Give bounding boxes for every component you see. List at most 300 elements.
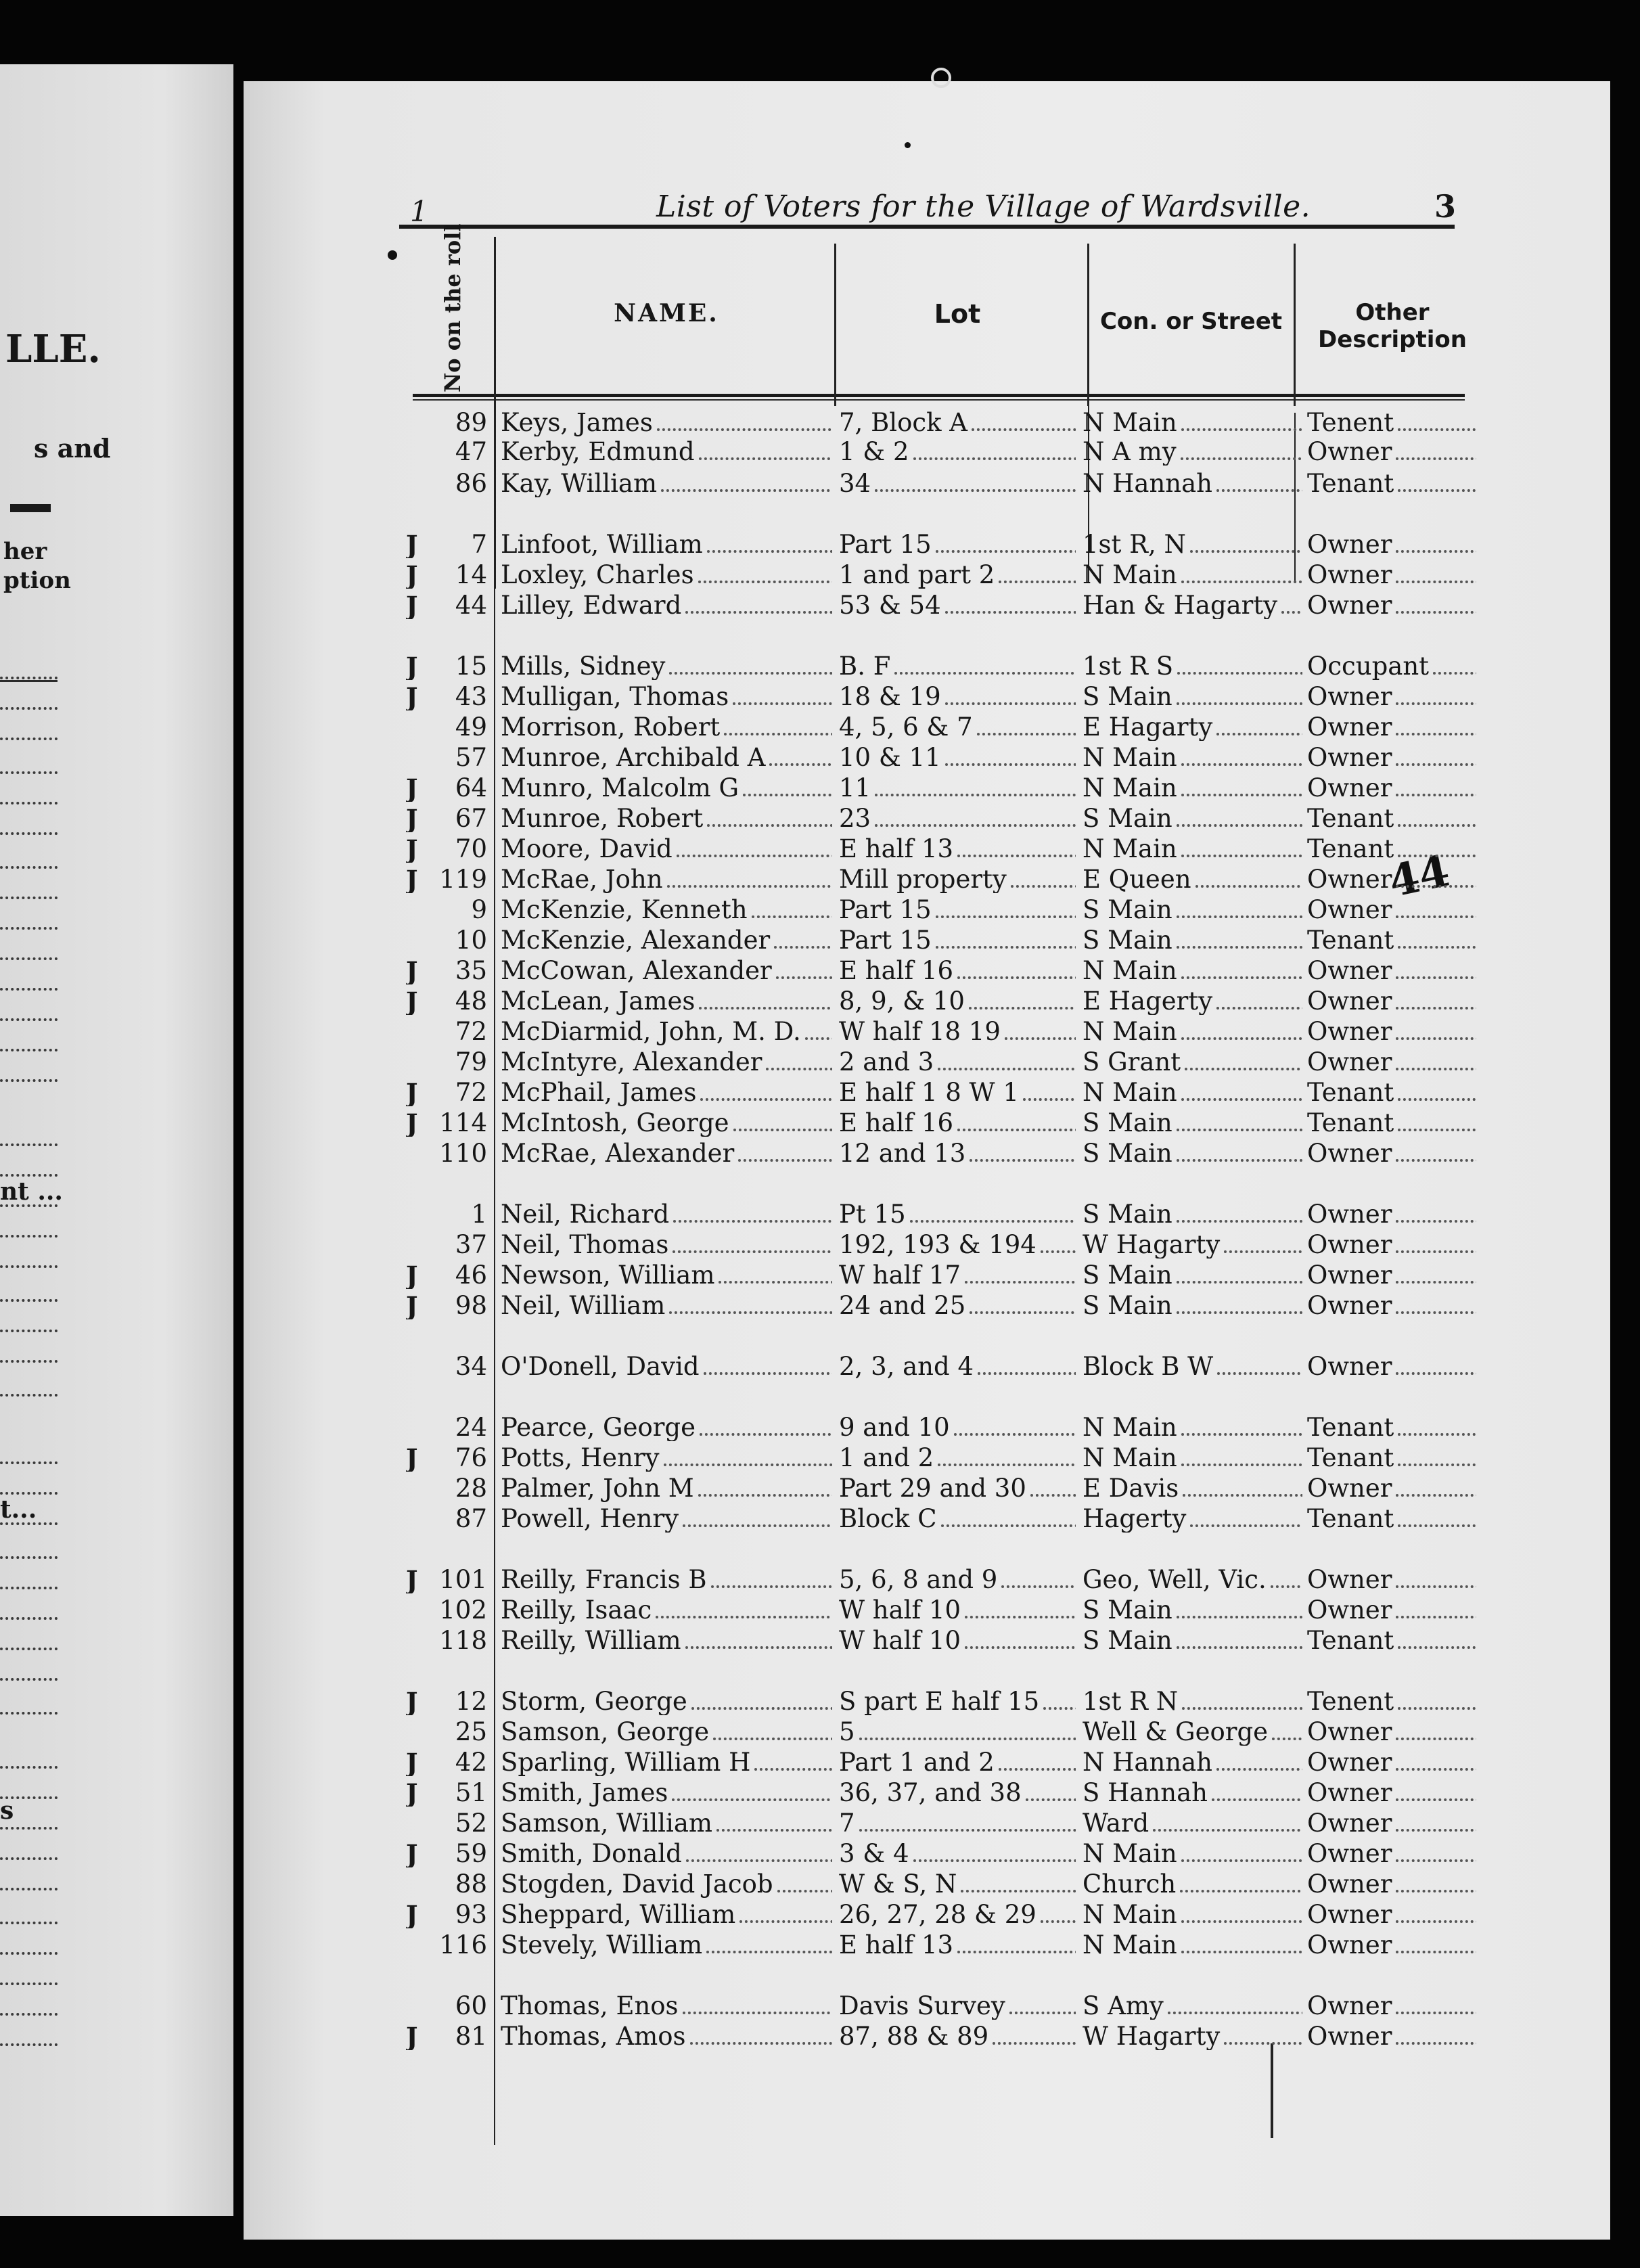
con-or-street-text: S Hannah: [1083, 1779, 1208, 1807]
roll-number: [426, 1475, 487, 1502]
lot-text: 9 and 10: [839, 1414, 950, 1441]
dot-leader: [965, 1646, 1076, 1649]
lot-text: Pt 15: [839, 1201, 906, 1228]
row-marker-text: J: [406, 988, 418, 1015]
other-description-text: Owner: [1307, 1262, 1392, 1289]
lot-text: 10 & 11: [839, 744, 941, 771]
left-page-leader: [0, 1049, 58, 1051]
dot-leader: [1396, 457, 1476, 460]
lot-text: 7: [839, 1810, 855, 1837]
voter-name: [501, 2023, 832, 2050]
other-description-text: Owner: [1307, 714, 1392, 741]
roll-number-text: 76: [455, 1445, 487, 1472]
con-or-street: [1083, 1779, 1302, 1807]
con-or-street: [1083, 1475, 1302, 1502]
row-marker-text: J: [406, 1901, 418, 1928]
other-description-text: Tenant: [1307, 1627, 1394, 1654]
voter-name: [501, 1871, 832, 1898]
roll-number: [426, 805, 487, 832]
dot-leader: [1398, 1129, 1476, 1131]
dot-leader: [945, 611, 1076, 614]
con-or-street-text: Church: [1083, 1871, 1177, 1898]
voter-name: [501, 897, 832, 924]
dot-leader: [936, 946, 1076, 949]
dot-leader: [685, 611, 832, 614]
con-or-street-text: E Hagerty: [1083, 988, 1213, 1015]
voter-name: [501, 1688, 832, 1715]
con-or-street-text: N Main: [1083, 1079, 1177, 1106]
lot-text: 2 and 3: [839, 1049, 934, 1076]
other-description: [1307, 1597, 1476, 1624]
voter-name-text: Lilley, Edward: [501, 592, 682, 619]
roll-number-text: 52: [455, 1810, 487, 1837]
dot-leader: [1181, 1920, 1302, 1923]
voter-name-text: Kay, William: [501, 470, 658, 497]
lot-text: W half 17: [839, 1262, 961, 1289]
dot-leader: [1181, 581, 1302, 583]
other-description-text: Tenant: [1307, 1110, 1394, 1137]
dot-leader: [1005, 1037, 1076, 1040]
dot-leader: [657, 428, 832, 431]
con-or-street: [1083, 1688, 1302, 1715]
roll-number-text: 79: [455, 1049, 487, 1076]
dot-leader: [1396, 1007, 1476, 1010]
lot-text: Part 15: [839, 927, 932, 954]
other-description: [1307, 1840, 1476, 1867]
dot-leader: [698, 581, 832, 583]
roll-number: [426, 531, 487, 558]
dot-leader: [941, 1524, 1076, 1527]
other-description: [1307, 683, 1476, 710]
voter-name: [501, 1049, 832, 1076]
dot-leader: [691, 1707, 832, 1710]
other-description: [1307, 1292, 1476, 1319]
other-description-text: Tenant: [1307, 1079, 1394, 1106]
lot-text: E half 1 8 W 1: [839, 1079, 1019, 1106]
dot-leader: [945, 702, 1076, 705]
con-or-street-text: W Hagarty: [1083, 1231, 1221, 1258]
left-page-leader: [0, 738, 58, 740]
other-description-text: Tenant: [1307, 927, 1394, 954]
row-marker-text: J: [406, 1749, 418, 1776]
lot-text: 5, 6, 8 and 9: [839, 1566, 998, 1593]
column-header-lot: Lot: [934, 299, 981, 329]
lot: [839, 1779, 1076, 1807]
dot-leader: [999, 1768, 1076, 1771]
other-description-text: Occupant: [1307, 653, 1430, 680]
lot-text: 1 and part 2: [839, 562, 995, 589]
other-description-text: Owner: [1307, 866, 1392, 893]
lot: [839, 1018, 1076, 1045]
lot: [839, 744, 1076, 771]
roll-number: [426, 866, 487, 893]
voter-name: [501, 653, 832, 680]
dot-leader: [1023, 1098, 1076, 1101]
dot-leader: [993, 2042, 1076, 2045]
roll-number: [426, 409, 487, 436]
dot-leader: [1396, 1585, 1476, 1588]
lot-text: W half 18 19: [839, 1018, 1001, 1045]
roll-number-text: 70: [455, 836, 487, 863]
other-description: [1307, 531, 1476, 558]
dot-leader: [1398, 855, 1476, 857]
dot-leader: [1153, 1829, 1302, 1832]
voter-name-text: McIntyre, Alexander: [501, 1049, 762, 1076]
dot-leader: [1216, 1007, 1302, 1010]
left-page-leader: [0, 1922, 58, 1924]
roll-number-text: 9: [471, 897, 487, 924]
voter-name: [501, 957, 832, 984]
lot: [839, 1901, 1076, 1928]
roll-number: [426, 1566, 487, 1593]
dot-leader: [957, 855, 1076, 857]
con-or-street-text: S Main: [1083, 1627, 1172, 1654]
dot-leader: [1177, 1616, 1302, 1618]
lot: [839, 470, 1076, 497]
other-description: [1307, 1049, 1476, 1076]
con-or-street: [1083, 1993, 1302, 2020]
roll-number: [426, 1597, 487, 1624]
dot-leader: [661, 489, 832, 492]
lot: [839, 1079, 1076, 1106]
voter-name-text: Stevely, William: [501, 1932, 703, 1959]
con-or-street: [1083, 1505, 1302, 1533]
roll-number-text: 98: [455, 1292, 487, 1319]
con-or-street: [1083, 775, 1302, 802]
ink-spot: [931, 68, 951, 88]
other-description-text: Owner: [1307, 1049, 1392, 1076]
dot-leader: [859, 1738, 1076, 1740]
dot-leader: [1396, 611, 1476, 614]
row-marker-text: J: [406, 957, 418, 984]
dot-leader: [672, 1798, 832, 1801]
lot: [839, 1871, 1076, 1898]
left-page-text: s and: [34, 433, 111, 463]
row-marker-text: J: [406, 805, 418, 832]
voter-name-text: O'Donell, David: [501, 1353, 700, 1380]
column-divider: [1271, 2043, 1273, 2138]
voter-name-text: Neil, Thomas: [501, 1231, 669, 1258]
roll-number-text: 24: [455, 1414, 487, 1441]
con-or-street: [1083, 805, 1302, 832]
lot-text: Davis Survey: [839, 1993, 1005, 2020]
other-description: [1307, 897, 1476, 924]
dot-leader: [1026, 1798, 1076, 1801]
left-page-leader: [0, 1712, 58, 1715]
other-description: [1307, 1505, 1476, 1533]
dot-leader: [1043, 1707, 1076, 1710]
con-or-street-text: N Main: [1083, 775, 1177, 802]
other-description-text: Tenant: [1307, 1505, 1394, 1533]
dot-leader: [664, 1464, 832, 1466]
left-page-leader: [0, 1522, 58, 1525]
roll-number: [426, 1445, 487, 1472]
voter-name: [501, 927, 832, 954]
con-or-street-text: N Hannah: [1083, 1749, 1213, 1776]
voter-name-text: McRae, John: [501, 866, 663, 893]
other-description-text: Owner: [1307, 1231, 1392, 1258]
lot: [839, 653, 1076, 680]
con-or-street-text: N Main: [1083, 1932, 1177, 1959]
dot-leader: [1396, 1738, 1476, 1740]
roll-number: [426, 1901, 487, 1928]
dot-leader: [875, 489, 1076, 492]
roll-number-text: 37: [455, 1231, 487, 1258]
roll-number-text: 46: [455, 1262, 487, 1289]
roll-number-text: 86: [455, 470, 487, 497]
row-marker-text: J: [406, 1445, 418, 1472]
left-page-leader: [0, 1888, 58, 1890]
dot-leader: [1398, 1098, 1476, 1101]
other-description-text: Tenant: [1307, 470, 1394, 497]
lot-text: Part 1 and 2: [839, 1749, 995, 1776]
left-page-text: s: [0, 1796, 14, 1825]
dot-leader: [719, 1281, 832, 1284]
left-margin-mark: 1: [410, 195, 428, 228]
roll-number: [426, 683, 487, 710]
dot-leader: [1185, 1068, 1302, 1070]
dot-leader: [1181, 976, 1302, 979]
dot-leader: [1281, 611, 1302, 614]
roll-number: [426, 1810, 487, 1837]
voter-name: [501, 1627, 832, 1654]
other-description-text: Owner: [1307, 1018, 1392, 1045]
dot-leader: [1396, 733, 1476, 735]
voter-name-text: Newson, William: [501, 1262, 715, 1289]
other-description-text: Tenant: [1307, 805, 1394, 832]
con-or-street: [1083, 714, 1302, 741]
other-description: [1307, 714, 1476, 741]
lot-text: 23: [839, 805, 871, 832]
dot-leader: [1271, 1585, 1302, 1588]
roll-number-text: 44: [455, 592, 487, 619]
roll-number: [426, 714, 487, 741]
con-or-street: [1083, 1719, 1302, 1746]
other-description-text: Owner: [1307, 1475, 1392, 1502]
column-divider: [494, 589, 495, 2145]
dot-leader: [1181, 794, 1302, 796]
lot-text: W half 10: [839, 1627, 961, 1654]
dot-leader: [910, 1220, 1076, 1223]
dot-leader: [1177, 672, 1302, 675]
con-or-street-text: N Main: [1083, 409, 1177, 436]
con-or-street: [1083, 531, 1302, 558]
other-description: [1307, 1871, 1476, 1898]
other-description-text: Owner: [1307, 1719, 1392, 1746]
lot-text: 11: [839, 775, 871, 802]
lot-text: E half 13: [839, 836, 954, 863]
other-description: [1307, 1688, 1476, 1715]
other-description: [1307, 1749, 1476, 1776]
dot-leader: [913, 1859, 1076, 1862]
voter-name: [501, 1993, 832, 2020]
voter-name: [501, 836, 832, 863]
voter-name-text: McIntosh, George: [501, 1110, 729, 1137]
other-description: [1307, 957, 1476, 984]
voter-name: [501, 1353, 832, 1380]
other-description: [1307, 1932, 1476, 1959]
other-description-text: Owner: [1307, 1566, 1392, 1593]
con-or-street: [1083, 1445, 1302, 1472]
lot: [839, 562, 1076, 589]
roll-number: [426, 470, 487, 497]
voter-name-text: Stogden, David Jacob: [501, 1871, 773, 1898]
voter-name-text: Moore, David: [501, 836, 673, 863]
roll-number-text: 12: [455, 1688, 487, 1715]
dot-leader: [961, 1890, 1076, 1892]
roll-number: [426, 1140, 487, 1167]
dot-leader: [913, 457, 1076, 460]
left-page-rule: [0, 680, 58, 682]
voter-name-text: Morrison, Robert: [501, 714, 721, 741]
dot-leader: [1224, 1250, 1302, 1253]
other-description: [1307, 805, 1476, 832]
voter-name-text: Loxley, Charles: [501, 562, 694, 589]
adjacent-page-fragment: [0, 64, 233, 2216]
voter-name-text: Thomas, Amos: [501, 2023, 686, 2050]
roll-number-text: 57: [455, 744, 487, 771]
voter-name-text: Reilly, William: [501, 1627, 681, 1654]
roll-number: [426, 927, 487, 954]
roll-number: [426, 1505, 487, 1533]
handwritten-margin-note: 44: [1384, 845, 1454, 908]
dot-leader: [1212, 1798, 1302, 1801]
con-or-street: [1083, 1292, 1302, 1319]
dot-leader: [1177, 946, 1302, 949]
voter-name-text: Kerby, Edmund: [501, 438, 695, 466]
dot-leader: [1396, 550, 1476, 553]
dot-leader: [1190, 550, 1302, 553]
dot-leader: [1011, 885, 1076, 888]
dot-leader: [667, 885, 832, 888]
left-page-text: ption: [3, 567, 71, 594]
row-marker-text: J: [406, 1566, 418, 1593]
roll-number: [426, 1779, 487, 1807]
con-or-street-text: Well & George: [1083, 1719, 1269, 1746]
dot-leader: [776, 976, 832, 979]
dot-leader: [1396, 1890, 1476, 1892]
roll-number-text: 1: [471, 1201, 487, 1228]
voter-name-text: Munroe, Archibald A: [501, 744, 766, 771]
row-marker-text: J: [406, 562, 418, 589]
dot-leader: [1041, 1250, 1076, 1253]
left-page-leader: [0, 1235, 58, 1238]
row-marker-text: J: [406, 531, 418, 558]
dot-leader: [1041, 1920, 1076, 1923]
dot-leader: [699, 457, 832, 460]
con-or-street: [1083, 1566, 1302, 1593]
lot-text: Mill property: [839, 866, 1007, 893]
dot-leader: [1177, 1159, 1302, 1162]
con-or-street-text: N Main: [1083, 1414, 1177, 1441]
other-description: [1307, 1901, 1476, 1928]
lot-text: 5: [839, 1719, 855, 1746]
voter-name: [501, 714, 832, 741]
lot-text: 26, 27, 28 & 29: [839, 1901, 1037, 1928]
dot-leader: [1396, 1068, 1476, 1070]
other-description: [1307, 775, 1476, 802]
row-marker-text: J: [406, 1779, 418, 1807]
dot-leader: [972, 428, 1076, 431]
con-or-street: [1083, 1597, 1302, 1624]
roll-number: [426, 744, 487, 771]
voter-name: [501, 1475, 832, 1502]
con-or-street-text: S Main: [1083, 805, 1172, 832]
other-description: [1307, 1810, 1476, 1837]
dot-leader: [1396, 702, 1476, 705]
roll-number: [426, 438, 487, 466]
voter-name-text: Munro, Malcolm G: [501, 775, 739, 802]
roll-number-text: 25: [455, 1719, 487, 1746]
con-or-street-text: N Hannah: [1083, 470, 1213, 497]
other-description: [1307, 2023, 1476, 2050]
lot: [839, 1688, 1076, 1715]
left-page-leader: [0, 771, 58, 774]
voter-name: [501, 683, 832, 710]
left-page-leader: [0, 1617, 58, 1620]
other-description: [1307, 1414, 1476, 1441]
dot-leader: [1177, 1220, 1302, 1223]
left-page-leader: [0, 677, 58, 679]
left-page-text: t...: [0, 1495, 37, 1524]
voter-name-text: Sheppard, William: [501, 1901, 736, 1928]
roll-number-text: 119: [439, 866, 487, 893]
left-page-text: her: [3, 538, 47, 565]
other-description: [1307, 1201, 1476, 1228]
dot-leader: [1398, 428, 1476, 431]
con-or-street: [1083, 927, 1302, 954]
voter-name-text: Smith, Donald: [501, 1840, 682, 1867]
voter-name: [501, 409, 832, 436]
con-or-street-text: S Main: [1083, 683, 1172, 710]
roll-number-text: 81: [455, 2023, 487, 2050]
voter-name-text: McKenzie, Kenneth: [501, 897, 748, 924]
other-description-text: Owner: [1307, 957, 1392, 984]
dot-leader: [1398, 824, 1476, 827]
con-or-street-text: S Main: [1083, 1597, 1172, 1624]
dot-leader: [1216, 733, 1302, 735]
row-marker-text: J: [406, 653, 418, 680]
other-description-text: Owner: [1307, 988, 1392, 1015]
roll-number-text: 89: [455, 409, 487, 436]
dot-leader: [875, 824, 1076, 827]
left-page-text: nt ...: [0, 1177, 63, 1206]
dot-leader: [938, 1068, 1076, 1070]
other-description-text: Owner: [1307, 683, 1392, 710]
row-marker-text: J: [406, 592, 418, 619]
dot-leader: [875, 794, 1076, 796]
dot-leader: [706, 1951, 832, 1953]
voter-name-text: McPhail, James: [501, 1079, 697, 1106]
dot-leader: [1396, 1616, 1476, 1618]
dot-leader: [769, 763, 832, 766]
voter-name: [501, 1018, 832, 1045]
dot-leader: [669, 1311, 832, 1314]
roll-number-text: 102: [439, 1597, 487, 1624]
other-description-text: Tenent: [1307, 409, 1394, 436]
voter-name: [501, 1779, 832, 1807]
lot-text: 4, 5, 6 & 7: [839, 714, 973, 741]
roll-number: [426, 1840, 487, 1867]
voter-name: [501, 1414, 832, 1441]
lot-text: 192, 193 & 194: [839, 1231, 1037, 1258]
left-page-leader: [0, 1827, 58, 1830]
dot-leader: [1396, 915, 1476, 918]
roll-number: [426, 1018, 487, 1045]
left-page-rule: [10, 504, 51, 512]
row-marker-text: J: [406, 2023, 418, 2050]
con-or-street: [1083, 1414, 1302, 1441]
